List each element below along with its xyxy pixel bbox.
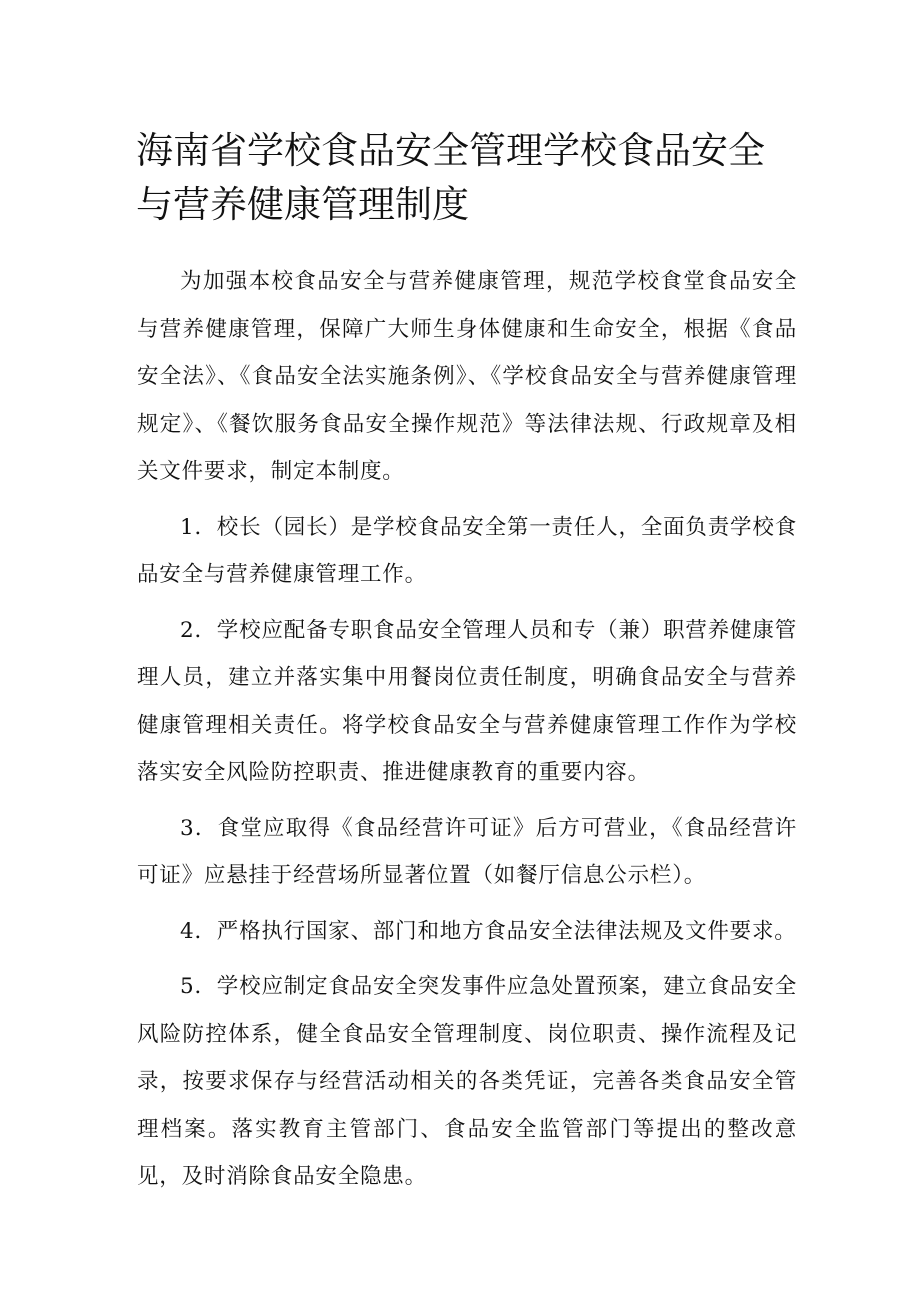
- clause-3: 3．食堂应取得《食品经营许可证》后方可营业，《食品经营许可证》应悬挂于经营场所显著位置（如餐厅信息公示栏）。: [137, 815, 797, 888]
- clause-5: 5．学校应制定食品安全突发事件应急处置预案，建立食品安全风险防控体系，健全食品安全管理制度、岗位职责、操作流程及记录，按要求保存与经营活动相关的各类凭证，完善各类食品安全管理档案。落实教育主管部门、食品安全监管部门等提出的整改意见，及时消除食品安全隐患。: [137, 974, 797, 1189]
- intro-paragraph: 为加强本校食品安全与营养健康管理，规范学校食堂食品安全与营养健康管理，保障广大师生身体健康和生命安全，根据《食品安全法》、《食品安全法实施条例》、《学校食品安全与营养健康管理规定》、《餐饮服务食品安全操作规范》等法律法规、行政规章及相关文件要求，制定本制度。: [137, 269, 797, 484]
- clause-2: 2．学校应配备专职食品安全管理人员和专（兼）职营养健康管理人员，建立并落实集中用餐岗位责任制度，明确食品安全与营养健康管理相关责任。将学校食品安全与营养健康管理工作作为学校落实安全风险防控职责、推进健康教育的重要内容。: [137, 617, 797, 785]
- document-title: 海南省学校食品安全管理学校食品安全与营养健康管理制度: [136, 129, 765, 226]
- clause-4: 4．严格执行国家、部门和地方食品安全法律法规及文件要求。: [180, 918, 797, 944]
- document-body: [137, 258, 797, 1209]
- clause-1: 1．校长（园长）是学校食品安全第一责任人，全面负责学校食品安全与营养健康管理工作。: [137, 514, 797, 587]
